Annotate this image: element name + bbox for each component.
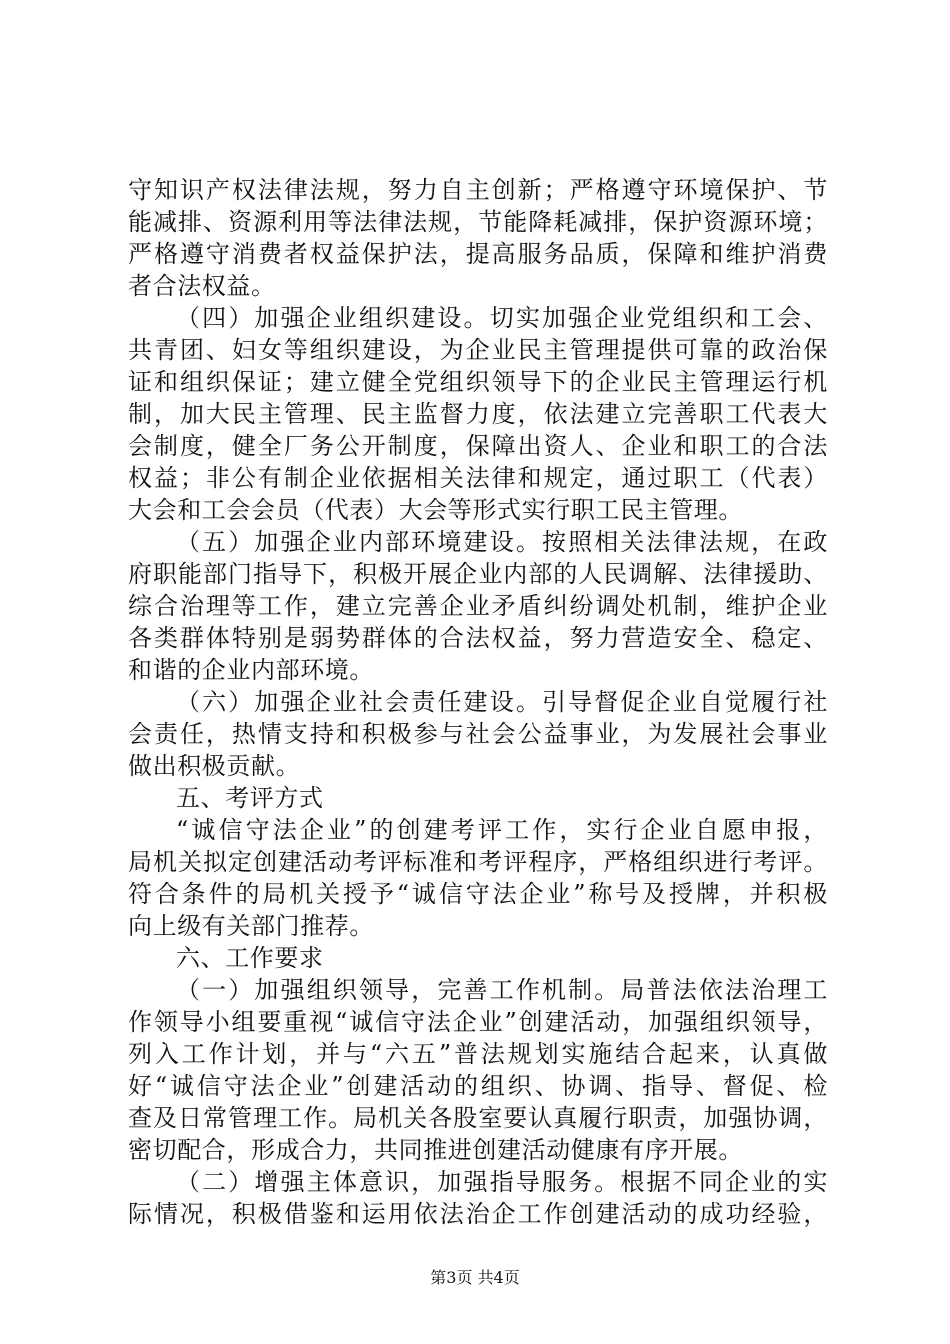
text-line: 和谐的企业内部环境。: [128, 656, 374, 684]
text-line: 府职能部门指导下，积极开展企业内部的人民调解、法律援助、: [128, 560, 828, 588]
text-line: 列入工作计划，并与“六五”普法规划实施结合起来，认真做: [128, 1040, 828, 1068]
text-line: 局机关拟定创建活动考评标准和考评程序，严格组织进行考评。: [128, 848, 828, 876]
page-footer: 第3页 共4页: [430, 1268, 520, 1287]
text-line: （四）加强企业组织建设。切实加强企业党组织和工会、: [176, 304, 828, 332]
text-line: 严格遵守消费者权益保护法，提高服务品质，保障和维护消费: [128, 240, 828, 268]
text-line: 向上级有关部门推荐。: [128, 912, 374, 940]
text-line: 守知识产权法律法规，努力自主创新；严格遵守环境保护、节: [128, 176, 828, 204]
text-line: 六、工作要求: [176, 944, 324, 972]
text-line: 权益；非公有制企业依据相关法律和规定，通过职工（代表）: [128, 464, 828, 492]
text-line: （六）加强企业社会责任建设。引导督促企业自觉履行社: [176, 688, 828, 716]
text-line: 好“诚信守法企业”创建活动的组织、协调、指导、督促、检: [128, 1072, 828, 1100]
text-line: 符合条件的局机关授予“诚信守法企业”称号及授牌，并积极: [128, 880, 828, 908]
text-line: 制，加大民主管理、民主监督力度，依法建立完善职工代表大: [128, 400, 828, 428]
text-line: 作领导小组要重视“诚信守法企业”创建活动，加强组织领导，: [128, 1008, 828, 1036]
text-line: 会责任，热情支持和积极参与社会公益事业，为发展社会事业: [128, 720, 828, 748]
text-line: （二）增强主体意识，加强指导服务。根据不同企业的实: [176, 1168, 828, 1196]
text-line: 者合法权益。: [128, 272, 276, 300]
text-line: “诚信守法企业”的创建考评工作，实行企业自愿申报，: [176, 816, 828, 844]
text-line: 查及日常管理工作。局机关各股室要认真履行职责，加强协调，: [128, 1104, 828, 1132]
text-line: 能减排、资源利用等法律法规，节能降耗减排，保护资源环境；: [128, 208, 828, 236]
text-line: 共青团、妇女等组织建设，为企业民主管理提供可靠的政治保: [128, 336, 828, 364]
text-line: 际情况，积极借鉴和运用依法治企工作创建活动的成功经验，: [128, 1200, 828, 1228]
text-line: 五、考评方式: [176, 784, 324, 812]
text-line: 证和组织保证；建立健全党组织领导下的企业民主管理运行机: [128, 368, 828, 396]
text-line: 做出积极贡献。: [128, 752, 301, 780]
text-line: 大会和工会会员（代表）大会等形式实行职工民主管理。: [128, 496, 743, 524]
text-line: 会制度，健全厂务公开制度，保障出资人、企业和职工的合法: [128, 432, 828, 460]
document-body: [128, 174, 828, 1230]
text-line: （一）加强组织领导，完善工作机制。局普法依法治理工: [176, 976, 828, 1004]
text-line: （五）加强企业内部环境建设。按照相关法律法规，在政: [176, 528, 828, 556]
text-line: 综合治理等工作，建立完善企业矛盾纠纷调处机制，维护企业: [128, 592, 828, 620]
text-line: 各类群体特别是弱势群体的合法权益，努力营造安全、稳定、: [128, 624, 828, 652]
text-line: 密切配合，形成合力，共同推进创建活动健康有序开展。: [128, 1136, 743, 1164]
